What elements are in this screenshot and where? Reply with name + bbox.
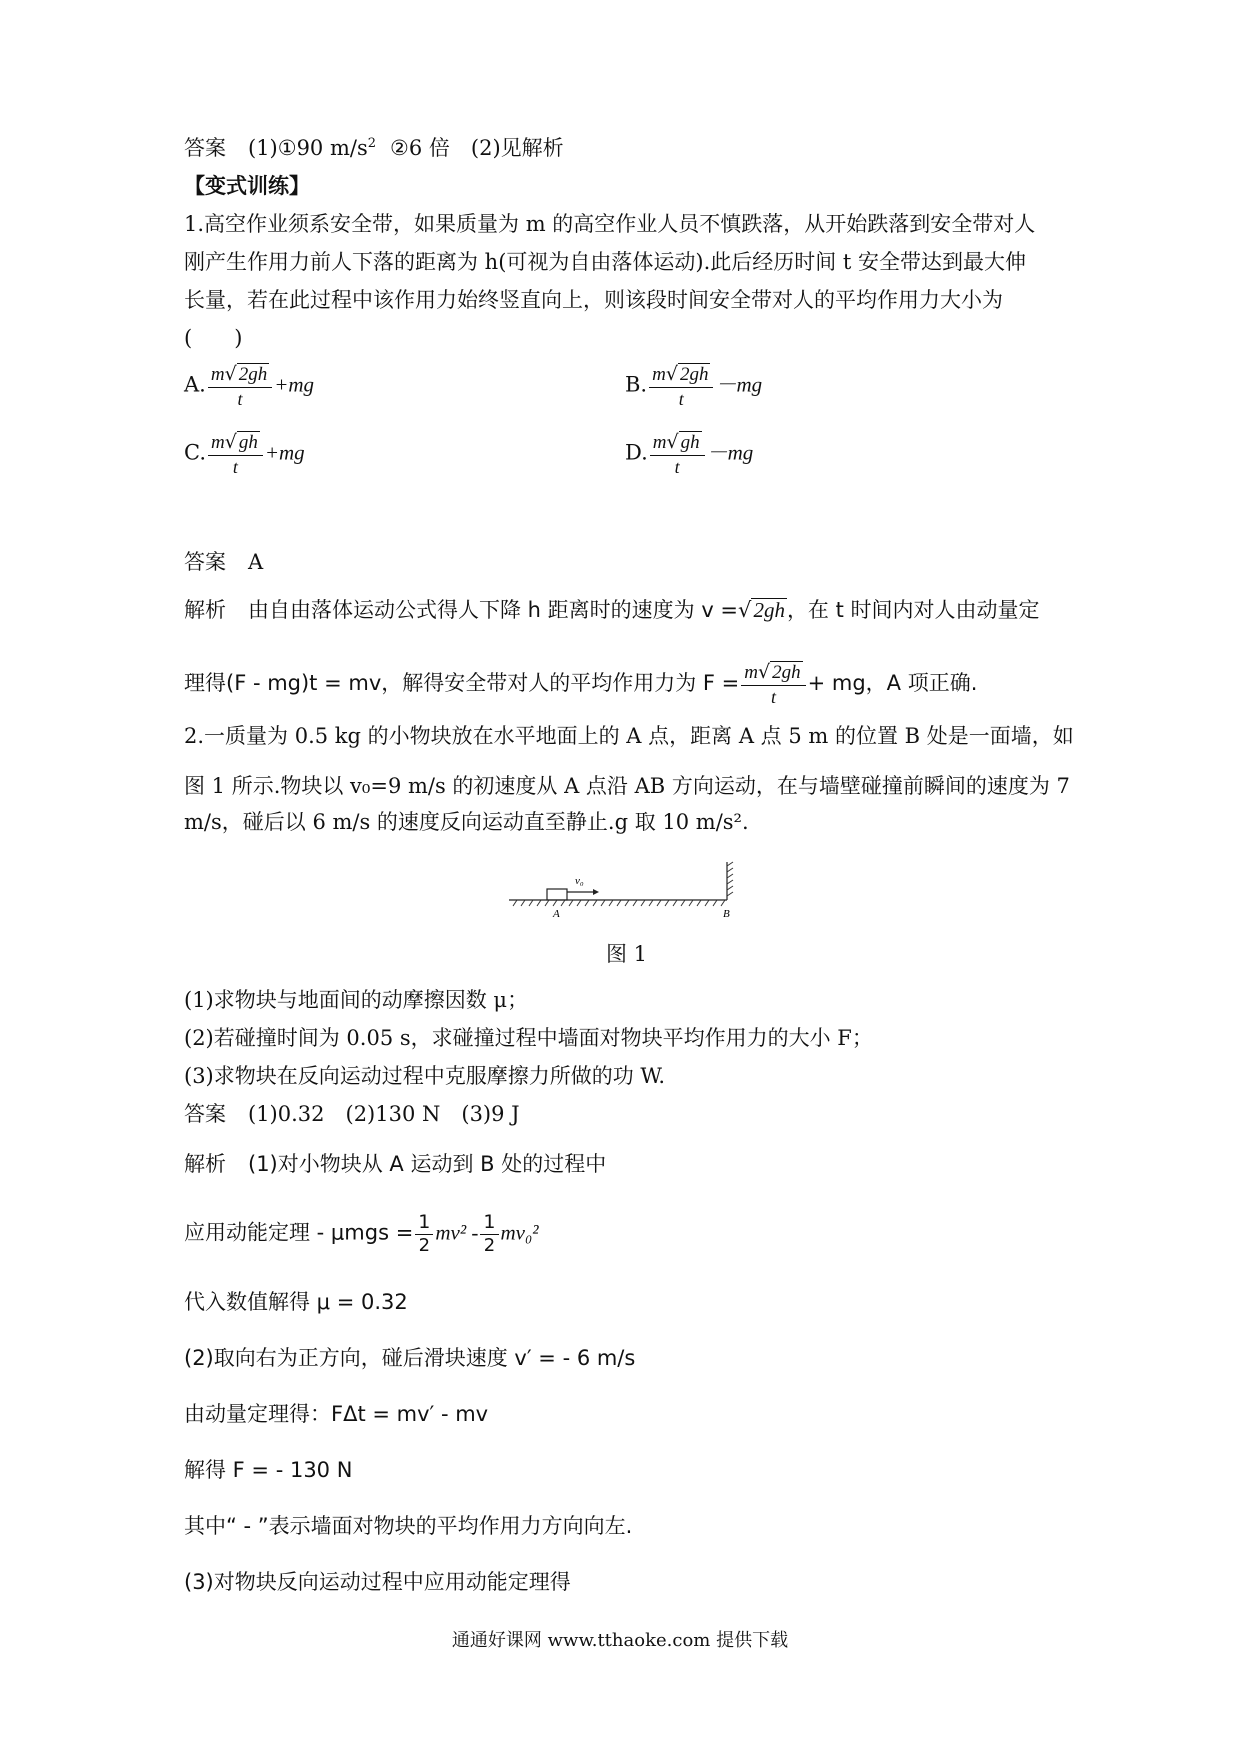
section-title: 【变式训练】 bbox=[184, 174, 310, 198]
q1-line-4: ( ) bbox=[184, 326, 243, 350]
q1-analysis-line-1: 解析 由自由落体运动公式得人下降 h 距离时的速度为 v =√2gh，在 t 时间内对人由动量定 bbox=[184, 598, 1040, 622]
q2-analysis-line-3: 代入数值解得 μ = 0.32 bbox=[184, 1290, 408, 1314]
velocity-label: v₀ bbox=[575, 875, 584, 887]
q2-subquestion-2: (2)若碰撞时间为 0.05 s，求碰撞过程中墙面对物块平均作用力的大小 F； bbox=[184, 1026, 873, 1050]
q2-analysis-line-5: 由动量定理得：FΔt = mv′ - mv bbox=[184, 1402, 489, 1426]
q2-analysis-line-6: 解得 F = - 130 N bbox=[184, 1458, 353, 1482]
q2-line-3: m/s，碰后以 6 m/s 的速度反向运动直至静止.g 取 10 m/s². bbox=[184, 810, 749, 834]
q1-analysis-line-2: 理得(F - mg)t = mv，解得安全带对人的平均作用力为 F = $\frac{m√ 2gh}{t}$ + mg，A 项正确. bbox=[184, 661, 978, 707]
figure-caption: 图 1 bbox=[606, 942, 648, 966]
q1-line-2: 刚产生作用力前人下落的距离为 h(可视为自由落体运动).此后经历时间 t 安全带达到最大伸 bbox=[184, 250, 1027, 274]
q1-option-d: D. $\frac{m√ gh}{t}$ －mg bbox=[625, 431, 754, 477]
q1-answer: 答案 A bbox=[184, 550, 264, 574]
q2-analysis-line-2: 应用动能定理 - μmgs = $\frac{1}{2}$ mv² - $\frac{1}{2}$ mv₀² bbox=[184, 1211, 539, 1256]
q1-option-c: C. $\frac{m√ gh}{t}$ +mg bbox=[184, 431, 305, 477]
page-footer: 通通好课网 www.tthaoke.com 提供下载 bbox=[451, 1630, 789, 1651]
answer-text: (1)①90 m/s bbox=[248, 136, 368, 160]
q1-line-3: 长量，若在此过程中该作用力始终竖直向上，则该段时间安全带对人的平均作用力大小为 bbox=[184, 288, 1003, 312]
q2-analysis-line-8: (3)对物块反向运动过程中应用动能定理得 bbox=[184, 1570, 571, 1594]
q1-option-b: B. $\frac{m√ 2gh}{t}$ －mg bbox=[625, 363, 763, 409]
point-b-label: B bbox=[723, 908, 730, 920]
q2-line-2: 图 1 所示.物块以 v₀=9 m/s 的初速度从 A 点沿 AB 方向运动，在与墙壁碰撞前瞬间的速度为 7 bbox=[184, 774, 1070, 798]
q2-analysis-line-7: 其中“ - ”表示墙面对物块的平均作用力方向向左. bbox=[184, 1514, 633, 1538]
q2-subquestion-1: (1)求物块与地面间的动摩擦因数 μ； bbox=[184, 988, 529, 1012]
answer-1: 答案 (1)①90 $m/s^2$ ②6 倍 (2)见解析 bbox=[184, 136, 564, 160]
q2-analysis-line-4: (2)取向右为正方向，碰后滑块速度 v′ = - 6 m/s bbox=[184, 1346, 636, 1370]
q2-line-1: 2.一质量为 0.5 kg 的小物块放在水平地面上的 A 点，距离 A 点 5 m 的位置 B 处是一面墙，如 bbox=[184, 724, 1074, 748]
point-a-label: A bbox=[553, 908, 560, 920]
q1-line-1: 1.高空作业须系安全带，如果质量为 m 的高空作业人员不慎跌落，从开始跌落到安全带对人 bbox=[184, 212, 1036, 236]
q2-subquestion-3: (3)求物块在反向运动过程中克服摩擦力所做的功 W. bbox=[184, 1064, 666, 1088]
q2-answer: 答案 (1)0.32 (2)130 N (3)9 J bbox=[184, 1102, 520, 1126]
block bbox=[547, 889, 567, 900]
q2-analysis-line-1: 解析 (1)对小物块从 A 运动到 B 处的过程中 bbox=[184, 1152, 607, 1176]
figure-1-diagram bbox=[505, 860, 745, 920]
answer-label: 答案 bbox=[184, 136, 226, 160]
q1-option-a: A. $\frac{m√ 2gh}{t}$ +mg bbox=[184, 363, 315, 409]
